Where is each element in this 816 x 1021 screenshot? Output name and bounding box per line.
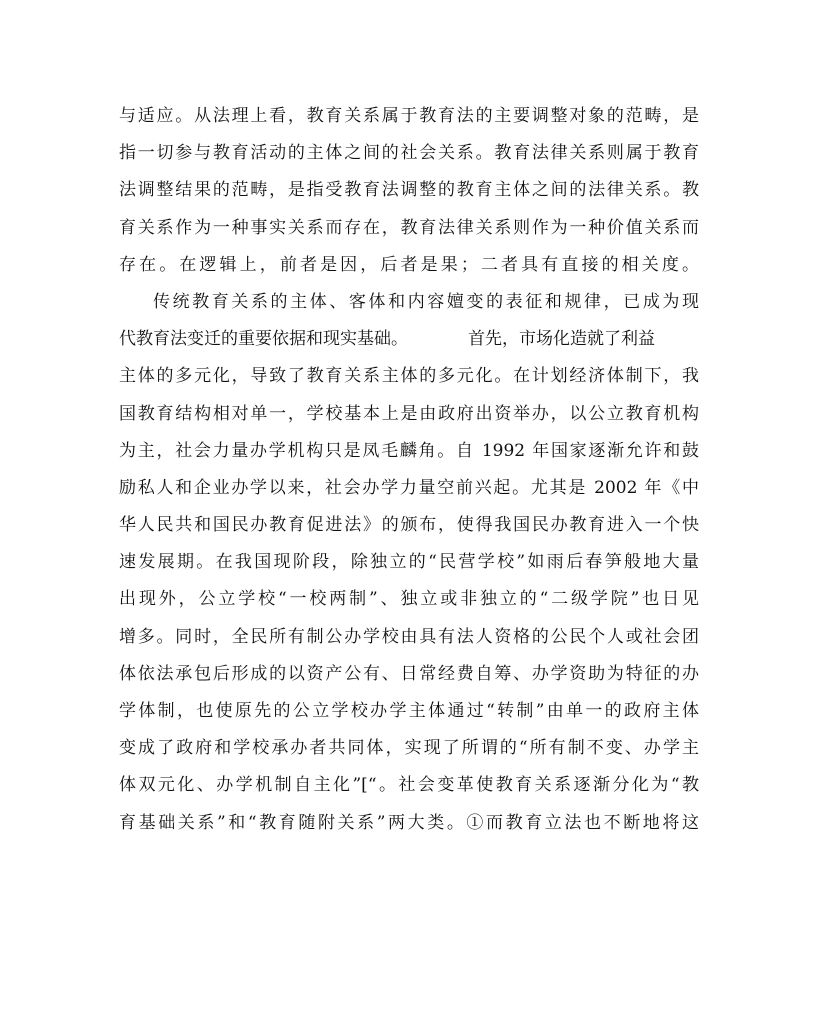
text-line: 传统教育关系的主体、客体和内容嬗变的表征和规律，已成为现: [153, 291, 699, 312]
text-line: 育关系作为一种事实关系而存在，教育法律关系则作为一种价值关系而: [119, 217, 699, 238]
text-line: 法调整结果的范畴，是指受教育法调整的教育主体之间的法律关系。教: [119, 180, 699, 201]
text-line: 体双元化、办学机制自主化”[“。社会变革使教育关系逐渐分化为“教: [119, 775, 699, 796]
text-line: 与适应。从法理上看，教育关系属于教育法的主要调整对象的范畴，是: [119, 106, 699, 126]
text-fragment: 代教育法变迁的重要依据和现实基础。: [119, 329, 408, 350]
text-line: 体依法承包后形成的以资产公有、日常经费自筹、办学资助为特征的办: [119, 663, 699, 684]
text-line: 华人民共和国民办教育促进法》的颁布，使得我国民办教育进入一个快: [119, 515, 699, 536]
text-line: [119, 321, 699, 358]
text-line: 主体的多元化，导致了教育关系主体的多元化。在计划经济体制下，我: [119, 366, 699, 387]
text-line: 励私人和企业办学以来，社会办学力量空前兴起。尤其是 2002 年《中: [119, 477, 699, 498]
text-line: 出现外，公立学校“一校两制”、独立或非独立的“二级学院”也日见: [119, 589, 699, 610]
text-line: 国教育结构相对单一，学校基本上是由政府出资举办，以公立教育机构: [119, 403, 699, 424]
body-text: [119, 98, 699, 842]
text-line: 存在。在逻辑上，前者是因，后者是果；二者具有直接的相关度。: [119, 254, 699, 275]
text-line: 为主，社会力量办学机构只是凤毛麟角。自 1992 年国家逐渐允许和鼓: [119, 440, 699, 461]
text-line: 指一切参与教育活动的主体之间的社会关系。教育法律关系则属于教育: [119, 143, 699, 164]
text-fragment: 首先，市场化造就了利益: [468, 329, 655, 350]
text-line: 增多。同时，全民所有制公办学校由具有法人资格的公民个人或社会团: [119, 626, 699, 647]
text-line: 学体制，也使原先的公立学校办学主体通过“转制”由单一的政府主体: [119, 701, 699, 721]
text-line: 速发展期。在我国现阶段，除独立的“民营学校”如雨后春笋般地大量: [119, 552, 699, 573]
text-line: 变成了政府和学校承办者共同体，实现了所谓的“所有制不变、办学主: [119, 738, 699, 759]
text-line: 育基础关系”和“教育随附关系”两大类。①而教育立法也不断地将这: [119, 812, 699, 833]
